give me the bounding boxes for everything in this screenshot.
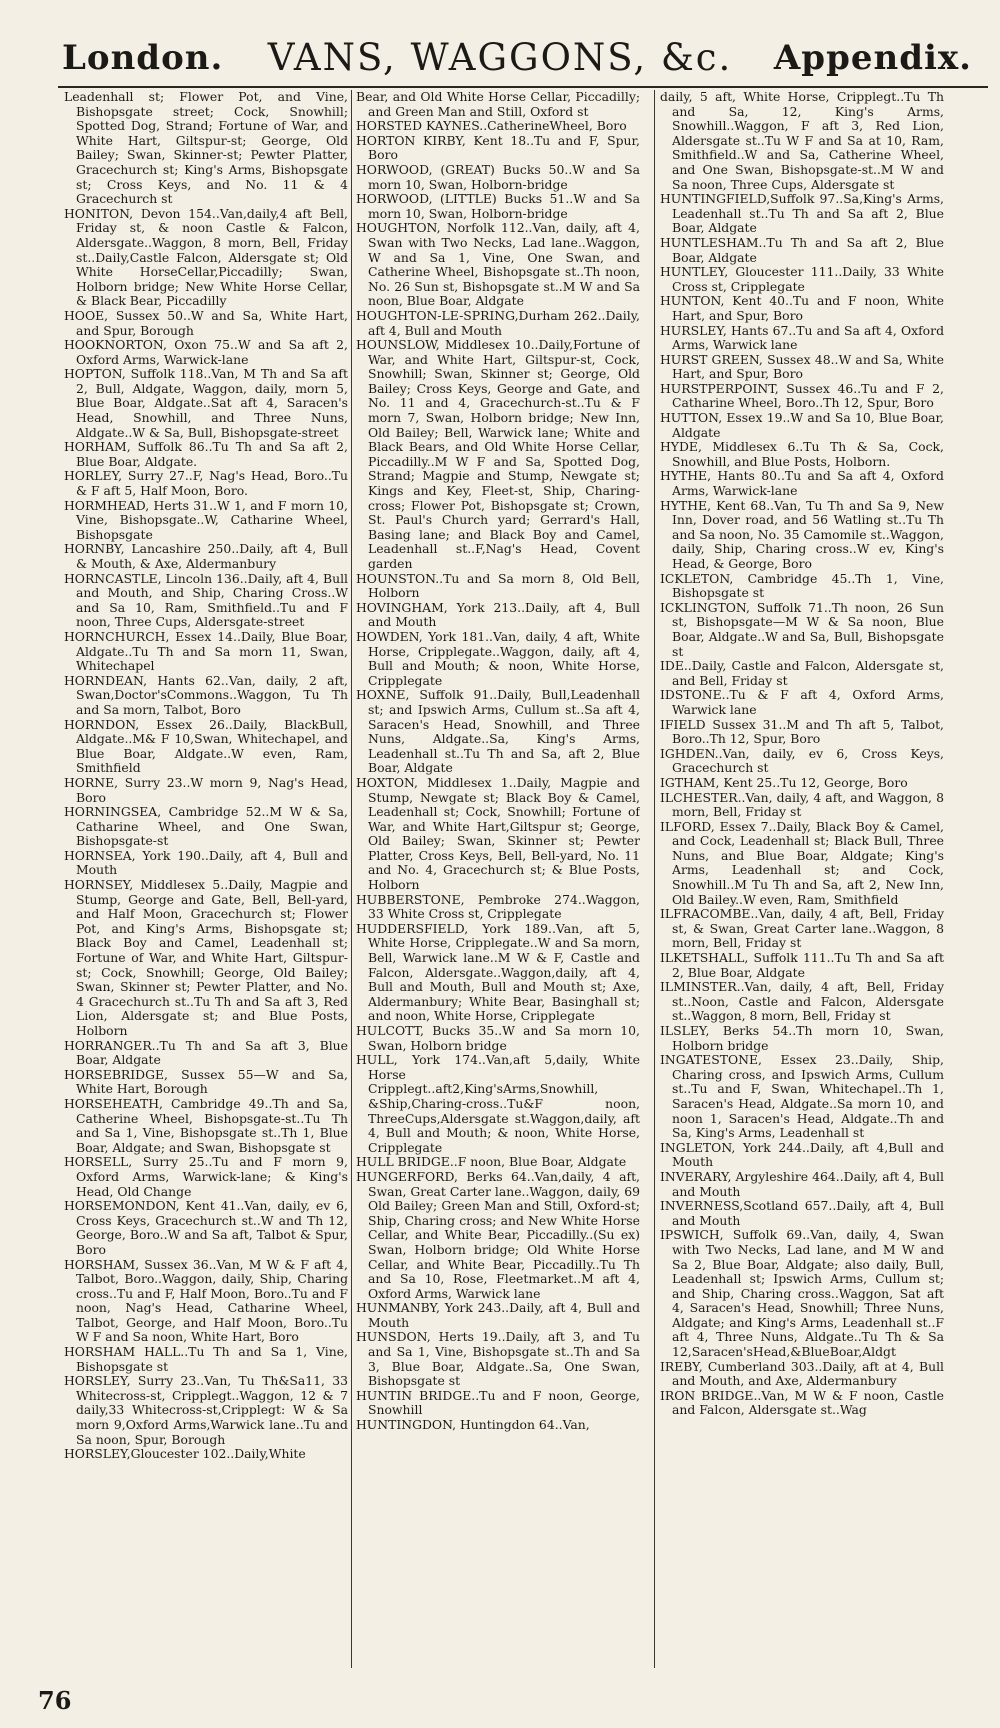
directory-entry: HUNTON, Kent 40..Tu and F noon, White Hart, and Spur, Boro	[660, 293, 944, 323]
directory-entry: ILMINSTER..Van, daily, 4 aft, Bell, Friday st..Noon, Castle and Falcon, Aldersgate st..Waggon, 8 morn, Bell, Friday st	[660, 979, 944, 1024]
page-number: 76	[38, 1686, 72, 1715]
directory-entry: HORMHEAD, Herts 31..W 1, and F morn 10, Vine, Bishopsgate..W, Catharine Wheel, Bishopsgate	[64, 497, 348, 542]
directory-entry: HUNTINGDON, Huntingdon 64..Van,	[356, 1417, 590, 1433]
directory-entry: HORNE, Surry 23..W morn 9, Nag's Head, Boro	[64, 774, 348, 805]
directory-entry: HORSLEY, Surry 23..Van, Tu Th&Sa11, 33 Whitecross-st, Cripplegt..Waggon, 12 & 7 daily,33 Whitecross-st,Cripplegt: W & Sa morn 9,Oxford Arms,Warwick lane..Tu and Sa noon, Spur, Borough	[64, 1373, 348, 1447]
directory-entry: HUNTINGFIELD,Suffolk 97..Sa,King's Arms, Leadenhall st..Tu Th and Sa aft 2, Blue Boar, Aldgate	[660, 191, 944, 236]
directory-entry: HORTON KIRBY, Kent 18..Tu and F, Spur, Boro	[356, 132, 640, 163]
directory-entry: HUNGERFORD, Berks 64..Van,daily, 4 aft, Swan, Great Carter lane..Waggon, daily, 69 Old Bailey; Green Man and Still, Oxford-st; Ship, Charing cross; and New White Horse Cellar, and White Bear, Piccadilly..(Su ex) Swan, Holborn bridge; Old White Horse Cellar, and White Bear, Piccadilly..Tu Th and Sa 10, Rose, Fleetmarket..M aft 4, Oxford Arms, Warwick lane	[356, 1168, 640, 1301]
text-column-3	[660, 90, 944, 1668]
directory-entry: HORNSEA, York 190..Daily, aft 4, Bull and Mouth	[64, 847, 348, 878]
directory-entry: HORLEY, Surry 27..F, Nag's Head, Boro..Tu & F aft 5, Half Moon, Boro.	[64, 468, 348, 499]
directory-entry: HURSLEY, Hants 67..Tu and Sa aft 4, Oxford Arms, Warwick lane	[660, 322, 944, 353]
directory-entry: ILFORD, Essex 7..Daily, Black Boy & Camel, and Cock, Leadenhall st; Black Bull, Three Nuns, and Blue Boar, Aldgate; King's Arms, Leadenhall st; and Cock, Snowhill..M Tu Th and Sa, aft 2, New Inn, Old Bailey..W even, Ram, Smithfield	[660, 818, 944, 907]
directory-entry: HUNTLESHAM..Tu Th and Sa aft 2, Blue Boar, Aldgate	[660, 234, 944, 265]
column-rule	[654, 90, 655, 1668]
directory-entry: HOOE, Sussex 50..W and Sa, White Hart, and Spur, Borough	[64, 307, 348, 338]
header-rule	[58, 86, 988, 88]
directory-entry: HORRANGER..Tu Th and Sa aft 3, Blue Boar, Aldgate	[64, 1037, 348, 1068]
directory-entry: IPSWICH, Suffolk 69..Van, daily, 4, Swan with Two Necks, Lad lane, and M W and Sa 2, Blue Boar, Aldgate; also daily, Bull, Leadenhall st; Ipswich Arms, Cullum st; and Ship, Charing cross..Waggon, Sat aft 4, Saracen's Head, Snowhill; Three Nuns, Aldgate; and King's Arms, Leadenhall st..F aft 4, Three Nuns, Aldgate..Tu Th & Sa 12,Saracen'sHead,&BlueBoar,Aldgt	[660, 1227, 944, 1360]
directory-entry: IRON BRIDGE..Van, M W & F noon, Castle and Falcon, Aldersgate st..Wag	[660, 1387, 944, 1418]
text-column-2	[356, 90, 640, 1668]
directory-entry: HORNDON, Essex 26..Daily, BlackBull, Aldgate..M& F 10,Swan, Whitechapel, and Blue Boar, Aldgate..W even, Ram, Smithfield	[64, 716, 348, 776]
directory-entry: HORNCASTLE, Lincoln 136..Daily, aft 4, Bull and Mouth, and Ship, Charing Cross..W and Sa 10, Ram, Smithfield..Tu and F noon, Three Cups, Aldersgate-street	[64, 570, 348, 630]
directory-entry: INVERARY, Argyleshire 464..Daily, aft 4, Bull and Mouth	[660, 1168, 944, 1199]
directory-entry: HOXNE, Suffolk 91..Daily, Bull,Leadenhall st; and Ipswich Arms, Cullum st..Sa aft 4, Saracen's Head, Snowhill, and Three Nuns, Aldgate..Sa, King's Arms, Leadenhall st..Tu Th and Sa, aft 2, Blue Boar, Aldgate	[356, 687, 640, 776]
directory-entry: HORHAM, Suffolk 86..Tu Th and Sa aft 2, Blue Boar, Aldgate.	[64, 439, 348, 469]
directory-entry: HOPTON, Suffolk 118..Van, M Th and Sa aft 2, Bull, Aldgate, Waggon, daily, morn 5, Blue Boar, Aldgate..Sat aft 4, Saracen's Head, Snowhill, and Three Nuns, Aldgate..W & Sa, Bull, Bishopsgate-street	[64, 366, 348, 440]
directory-entry: HUNTIN BRIDGE..Tu and F noon, George, Snowhill	[356, 1387, 640, 1418]
directory-entry: HURSTPERPOINT, Sussex 46..Tu and F 2, Catharine Wheel, Boro..Th 12, Spur, Boro	[660, 380, 944, 411]
directory-entry: ILCHESTER..Van, daily, 4 aft, and Waggon, 8 morn, Bell, Friday st	[660, 789, 944, 820]
running-header	[0, 36, 1000, 82]
directory-entry: HYTHE, Kent 68..Van, Tu Th and Sa 9, New Inn, Dover road, and 56 Watling st..Tu Th and Sa noon, No. 35 Camomile st..Waggon, daily, Ship, Charing cross..W ev, King's Head, & George, Boro	[660, 497, 944, 571]
header-left: London.	[62, 38, 224, 78]
directory-entry: HORSHAM HALL..Tu Th and Sa 1, Vine, Bishopsgate st	[64, 1344, 348, 1374]
directory-entry: HORSELL, Surry 25..Tu and F morn 9, Oxford Arms, Warwick-lane; & King's Head, Old Change	[64, 1154, 348, 1199]
directory-entry: Leadenhall st; Flower Pot, and Vine, Bishopsgate street; Cock, Snowhill; Spotted Dog, Strand; Fortune of War, and White Hart, Giltspur-st; George, Old Bailey; Swan, Skinner-st; Pewter Platter, Gracechurch st; King's Arms, Bishopsgate st; Cross Keys, and No. 11 & 4 Gracechurch st	[64, 90, 348, 207]
directory-entry: IDSTONE..Tu & F aft 4, Oxford Arms, Warwick lane	[660, 687, 944, 717]
directory-entry: HORNCHURCH, Essex 14..Daily, Blue Boar, Aldgate..Tu Th and Sa morn 11, Swan, Whitechapel	[64, 628, 348, 674]
directory-entry: INVERNESS,Scotland 657..Daily, aft 4, Bull and Mouth	[660, 1198, 944, 1228]
directory-entry: ILSLEY, Berks 54..Th morn 10, Swan, Holborn bridge	[660, 1023, 944, 1053]
directory-entry: HORNINGSEA, Cambridge 52..M W & Sa, Catharine Wheel, and One Swan, Bishopsgate-st	[64, 804, 348, 849]
directory-entry: HUDDERSFIELD, York 189..Van, aft 5, White Horse, Cripplegate..W and Sa morn, Bell, Warwick lane..M W & F, Castle and Falcon, Aldersgate..Waggon,daily, aft 4, Bull and Mouth, Bull and Mouth st; Axe, Aldermanbury; White Bear, Basinghall st; and noon, White Horse, Cripplegate	[356, 920, 640, 1024]
directory-entry: HULL, York 174..Van,aft 5,daily, White Horse Cripplegt..aft2,King'sArms,Snowhill, &Ship,Charing-cross..Tu&F noon, ThreeCups,Aldersgate st.Waggon,daily, aft 4, Bull and Mouth; & noon, White Horse, Cripplegate	[356, 1052, 640, 1155]
directory-entry: INGLETON, York 244..Daily, aft 4,Bull and Mouth	[660, 1139, 944, 1170]
directory-entry: IGTHAM, Kent 25..Tu 12, George, Boro	[660, 774, 908, 790]
directory-entry: Bear, and Old White Horse Cellar, Piccadilly; and Green Man and Still, Oxford st	[356, 90, 640, 119]
directory-entry: HORNBY, Lancashire 250..Daily, aft 4, Bull & Mouth, & Axe, Aldermanbury	[64, 541, 348, 571]
directory-entry: HYTHE, Hants 80..Tu and Sa aft 4, Oxford Arms, Warwick-lane	[660, 468, 944, 499]
directory-entry: HORNSEY, Middlesex 5..Daily, Magpie and Stump, George and Gate, Bell, Bell-yard, and Half Moon, Gracechurch st; Flower Pot, and King's Arms, Bishopsgate st; Black Boy and Camel, Leadenhall st; Fortune of War, and White Hart, Giltspur-st; Cock, Snowhill; George, Old Bailey; Swan, Skinner st; Pewter Platter, and No. 4 Gracechurch st..Tu Th and Sa aft 3, Red Lion, Aldersgate st; and Blue Posts, Holborn	[64, 877, 348, 1038]
directory-entry: HORWOOD, (LITTLE) Bucks 51..W and Sa morn 10, Swan, Holborn-bridge	[356, 191, 640, 221]
directory-entry: ICKLINGTON, Suffolk 71..Th noon, 26 Sun st, Bishopsgate—M W & Sa noon, Blue Boar, Aldgate..W and Sa, Bull, Bishopsgate st	[660, 599, 944, 659]
directory-entry: HORWOOD, (GREAT) Bucks 50..W and Sa morn 10, Swan, Holborn-bridge	[356, 161, 640, 192]
directory-entry: HURST GREEN, Sussex 48..W and Sa, White Hart, and Spur, Boro	[660, 351, 944, 382]
directory-entry: daily, 5 aft, White Horse, Cripplegt..Tu Th and Sa, 12, King's Arms, Snowhill..Waggon, F aft 3, Red Lion, Aldersgate st..Tu W F and Sa at 10, Ram, Smithfield..W and Sa, Catherine Wheel, and One Swan, Bishopsgate-st..M W and Sa noon, Three Cups, Aldersgate st	[660, 90, 944, 192]
directory-entry: HOVINGHAM, York 213..Daily, aft 4, Bull and Mouth	[356, 599, 640, 630]
directory-entry: HULCOTT, Bucks 35..W and Sa morn 10, Swan, Holborn bridge	[356, 1023, 640, 1053]
directory-entry: HORSEBRIDGE, Sussex 55—W and Sa, White Hart, Borough	[64, 1066, 348, 1097]
directory-entry: IGHDEN..Van, daily, ev 6, Cross Keys, Gracechurch st	[660, 745, 944, 776]
directory-entry: IDE..Daily, Castle and Falcon, Aldersgate st, and Bell, Friday st	[660, 658, 944, 688]
directory-entry: HOUGHTON, Norfolk 112..Van, daily, aft 4, Swan with Two Necks, Lad lane..Waggon, W and Sa 1, Vine, One Swan, and Catherine Wheel, Bishopsgate st..Th noon, No. 26 Sun st, Bishopsgate st..M W and Sa noon, Blue Boar, Aldgate	[356, 220, 640, 309]
directory-entry: HOUNSLOW, Middlesex 10..Daily,Fortune of War, and White Hart, Giltspur-st, Cock, Snowhill; Swan, Skinner st; George, Old Bailey; Cross Keys, George and Gate, and No. 11 and 4, Gracechurch-st..Tu & F morn 7, Swan, Holborn bridge; New Inn, Old Bailey; Bell, Warwick lane; White and Black Bears, and Old White Horse Cellar, Piccadilly..M W F and Sa, Spotted Dog, Strand; Magpie and Stump, Newgate st; Kings and Key, Fleet-st, Ship, Charing-cross; Flower Pot, Bishopsgate st; Crown, St. Paul's Church yard; Gerrard's Hall, Basing lane; and Black Boy and Camel, Leadenhall st..F,Nag's Head, Covent garden	[356, 337, 640, 571]
directory-entry: HORSEHEATH, Cambridge 49..Th and Sa, Catherine Wheel, Bishopsgate-st..Tu Th and Sa 1, Vine, Bishopsgate st..Th 1, Blue Boar, Aldgate; and Swan, Bishopsgate st	[64, 1095, 348, 1155]
directory-entry: HORSHAM, Sussex 36..Van, M W & F aft 4, Talbot, Boro..Waggon, daily, Ship, Charing cross..Tu and F, Half Moon, Boro..Tu and F noon, Nag's Head, Catharine Wheel, Talbot, George, and Half Moon, Boro..Tu W F and Sa noon, White Hart, Boro	[64, 1256, 348, 1345]
directory-entry: HULL BRIDGE..F noon, Blue Boar, Aldgate	[356, 1154, 627, 1170]
directory-entry: HOUGHTON-LE-SPRING,Durham 262..Daily, aft 4, Bull and Mouth	[356, 307, 640, 338]
directory-entry: ILFRACOMBE..Van, daily, 4 aft, Bell, Friday st, & Swan, Great Carter lane..Waggon, 8 morn, Bell, Friday st	[660, 906, 944, 951]
directory-entry: INGATESTONE, Essex 23..Daily, Ship, Charing cross, and Ipswich Arms, Cullum st..Tu and F, Swan, Whitechapel..Th 1, Saracen's Head, Aldgate..Sa morn 10, and noon 1, Saracen's Head, Aldgate..Th and Sa, King's Arms, Leadenhall st	[660, 1052, 944, 1141]
directory-entry: HORSLEY,Gloucester 102..Daily,White	[64, 1446, 306, 1462]
directory-entry: HONITON, Devon 154..Van,daily,4 aft Bell, Friday st, & noon Castle & Falcon, Aldersgate..Waggon, 8 morn, Bell, Friday st..Daily,Castle Falcon, Aldersgate st; Old White HorseCellar,Piccadilly; Swan, Holborn bridge; New White Horse Cellar, & Black Bear, Piccadilly	[64, 205, 348, 309]
directory-entry: HORSEMONDON, Kent 41..Van, daily, ev 6, Cross Keys, Gracechurch st..W and Th 12, George, Boro..W and Sa aft, Talbot & Spur, Boro	[64, 1198, 348, 1257]
directory-entry: IFIELD Sussex 31..M and Th aft 5, Talbot, Boro..Th 12, Spur, Boro	[660, 716, 944, 747]
directory-entry: HUNMANBY, York 243..Daily, aft 4, Bull and Mouth	[356, 1300, 640, 1330]
directory-entry: ILKETSHALL, Suffolk 111..Tu Th and Sa aft 2, Blue Boar, Aldgate	[660, 950, 944, 980]
directory-entry: HORNDEAN, Hants 62..Van, daily, 2 aft, Swan,Doctor'sCommons..Waggon, Tu Th and Sa morn, Talbot, Boro	[64, 672, 348, 717]
directory-entry: HOXTON, Middlesex 1..Daily, Magpie and Stump, Newgate st; Black Boy & Camel, Leadenhall st; Cock, Snowhill; Fortune of War, and White Hart,Giltspur st; George, Old Bailey; Swan, Skinner st; Pewter Platter, Cross Keys, Bell, Bell-yard, No. 11 and No. 4, Gracechurch st; & Blue Posts, Holborn	[356, 774, 640, 893]
directory-entry: HYDE, Middlesex 6..Tu Th & Sa, Cock, Snowhill, and Blue Posts, Holborn.	[660, 439, 944, 469]
header-right: Appendix.	[773, 38, 972, 78]
directory-entry: HUNTLEY, Gloucester 111..Daily, 33 White Cross st, Cripplegate	[660, 264, 944, 294]
page-title: VANS, WAGGONS, &c.	[267, 36, 733, 79]
directory-entry: IREBY, Cumberland 303..Daily, aft at 4, Bull and Mouth, and Axe, Aldermanbury	[660, 1358, 944, 1389]
directory-entry: HORSTED KAYNES..CatherineWheel, Boro	[356, 118, 627, 134]
directory-entry: HOUNSTON..Tu and Sa morn 8, Old Bell, Holborn	[356, 570, 640, 601]
directory-entry: ICKLETON, Cambridge 45..Th 1, Vine, Bishopsgate st	[660, 570, 944, 601]
directory-entry: HUBBERSTONE, Pembroke 274..Waggon, 33 White Cross st, Cripplegate	[356, 891, 640, 922]
column-rule	[351, 90, 352, 1668]
directory-entry: HUNSDON, Herts 19..Daily, aft 3, and Tu and Sa 1, Vine, Bishopsgate st..Th and Sa 3, Blue Boar, Aldgate..Sa, One Swan, Bishopsgate st	[356, 1329, 640, 1389]
directory-entry: HOOKNORTON, Oxon 75..W and Sa aft 2, Oxford Arms, Warwick-lane	[64, 337, 348, 367]
directory-entry: HOWDEN, York 181..Van, daily, 4 aft, White Horse, Cripplegate..Waggon, daily, aft 4, Bull and Mouth; & noon, White Horse, Cripplegate	[356, 628, 640, 688]
directory-entry: HUTTON, Essex 19..W and Sa 10, Blue Boar, Aldgate	[660, 410, 944, 440]
text-column-1	[64, 90, 348, 1668]
